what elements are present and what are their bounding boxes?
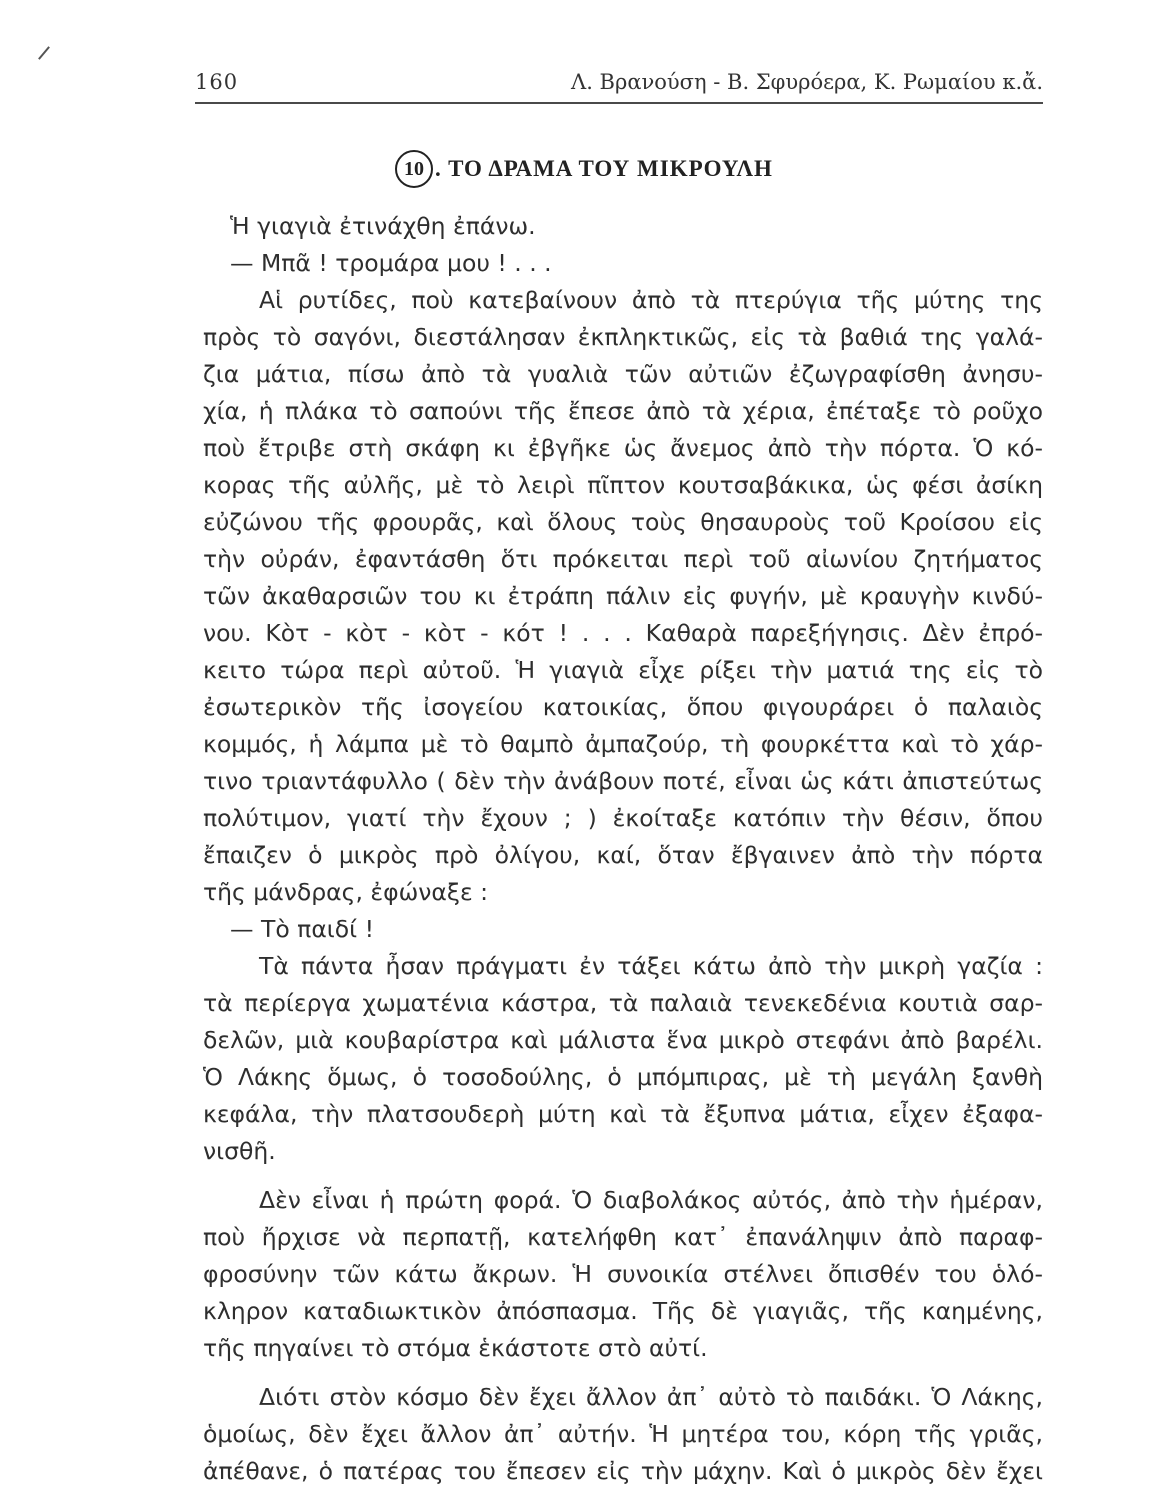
text-line: Ἡ γιαγιὰ ἐτινάχθη ἐπάνω. [230, 212, 536, 240]
text-line: πολύτιμον, γιατί τὴν ἔχουν ; ) ἐκοίταξε κατόπιν τὴν θέσιν, ὅπου [203, 804, 1043, 832]
text-line: τὴν οὐράν, ἐφαντάσθη ὅτι πρόκειται περὶ τοῦ αἰωνίου ζητήματος [203, 545, 1043, 573]
header-rule [195, 102, 1043, 104]
text-line: τῆς μάνδρας, ἐφώναξε : [203, 878, 489, 906]
text-line: ζια μάτια, πίσω ἀπὸ τὰ γυαλιὰ τῶν αὐτιῶν ἐζωγραφίσθη ἀνησυ- [203, 360, 1043, 388]
text-line: τῆς πηγαίνει τὸ στόμα ἑκάστοτε στὸ αὐτί. [203, 1334, 708, 1362]
chapter-title-text: . ΤΟ ΔΡΑΜΑ ΤΟΥ ΜΙΚΡΟΥΛΗ [435, 156, 773, 181]
text-line: Ὁ Λάκης ὅμως, ὁ τοσοδούλης, ὁ μπόμπιρας, μὲ τὴ μεγάλη ξανθὴ [203, 1063, 1043, 1091]
text-line: Τὰ πάντα ἦσαν πράγματι ἐν τάξει κάτω ἀπὸ τὴν μικρὴ γαζία : [259, 952, 1043, 980]
running-header [195, 62, 1043, 106]
text-line: Διότι στὸν κόσμο δὲν ἔχει ἄλλον ἀπ᾽ αὐτὸ τὸ παιδάκι. Ὁ Λάκης, [259, 1383, 1043, 1411]
text-line: εὐζώνου τῆς φρουρᾶς, καὶ ὅλους τοὺς θησαυροὺς τοῦ Κροίσου εἰς [203, 508, 1043, 536]
text-line: — Μπᾶ ! τρομάρα μου ! . . . [230, 249, 552, 277]
text-line: τινο τριαντάφυλλο ( δὲν τὴν ἀνάβουν ποτέ, εἶναι ὡς κάτι ἀπιστεύτως [203, 767, 1043, 795]
text-line: φροσύνην τῶν κάτω ἄκρων. Ἡ συνοικία στέλνει ὄπισθέν του ὁλό- [203, 1260, 1043, 1288]
text-line: ὁμοίως, δὲν ἔχει ἄλλον ἀπ᾽ αὐτήν. Ἡ μητέρα του, κόρη τῆς γριᾶς, [203, 1420, 1043, 1448]
text-line: νου. Κὸτ - κὸτ - κὸτ - κότ ! . . . Καθαρὰ παρεξήγησις. Δὲν ἐπρό- [203, 619, 1043, 647]
text-line: κεφάλα, τὴν πλατσουδερὴ μύτη καὶ τὰ ἔξυπνα μάτια, εἶχεν ἐξαφα- [203, 1100, 1043, 1128]
text-line: Δὲν εἶναι ἡ πρώτη φορά. Ὁ διαβολάκος αὐτός, ἀπὸ τὴν ἡμέραν, [259, 1186, 1043, 1214]
pencil-mark [38, 46, 50, 60]
text-line: κορας τῆς αὐλῆς, μὲ τὸ λειρὶ πῖπτον κουτσαβάκικα, ὡς φέσι ἀσίκη [203, 471, 1043, 499]
text-line: ἀπέθανε, ὁ πατέρας του ἔπεσεν εἰς τὴν μάχην. Καὶ ὁ μικρὸς δὲν ἔχει [203, 1457, 1043, 1485]
chapter-number-circled: 10 [395, 150, 433, 188]
text-line: κομμός, ἡ λάμπα μὲ τὸ θαμπὸ ἀμπαζούρ, τὴ φουρκέττα καὶ τὸ χάρ- [203, 730, 1043, 758]
text-line: Αἱ ρυτίδες, ποὺ κατεβαίνουν ἀπὸ τὰ πτερύγια τῆς μύτης της [259, 286, 1043, 314]
body-text [203, 208, 1043, 1490]
text-line: δελῶν, μιὰ κουβαρίστρα καὶ μάλιστα ἕνα μικρὸ στεφάνι ἀπὸ βαρέλι. [203, 1026, 1043, 1054]
text-line: — Τὸ παιδί ! [230, 915, 374, 943]
paragraph-gap [203, 1367, 1043, 1379]
text-line: χία, ἡ πλάκα τὸ σαπούνι τῆς ἔπεσε ἀπὸ τὰ χέρια, ἐπέταξε τὸ ροῦχο [203, 397, 1043, 425]
text-line: κληρον καταδιωκτικὸν ἀπόσπασμα. Τῆς δὲ γιαγιᾶς, τῆς καημένης, [203, 1297, 1043, 1325]
running-header-authors: Λ. Βρανούση - Β. Σφυρόερα, Κ. Ρωμαίου κ.ἄ. [571, 70, 1043, 94]
text-line: ἔπαιζεν ὁ μικρὸς πρὸ ὀλίγου, καί, ὅταν ἔβγαινεν ἀπὸ τὴν πόρτα [203, 841, 1043, 869]
chapter-title [395, 150, 773, 196]
text-line: κειτο τώρα περὶ αὐτοῦ. Ἡ γιαγιὰ εἶχε ρίξει τὴν ματιά της εἰς τὸ [203, 656, 1043, 684]
text-line: ποὺ ἔτριβε στὴ σκάφη κι ἐβγῆκε ὡς ἄνεμος ἀπὸ τὴν πόρτα. Ὁ κό- [203, 434, 1043, 462]
text-line: τῶν ἀκαθαρσιῶν του κι ἐτράπη πάλιν εἰς φυγήν, μὲ κραυγὴν κινδύ- [203, 582, 1043, 610]
paragraph-gap [203, 1170, 1043, 1182]
text-line: ἐσωτερικὸν τῆς ἰσογείου κατοικίας, ὅπου φιγουράρει ὁ παλαιὸς [203, 693, 1043, 721]
text-line: ποὺ ἤρχισε νὰ περπατῇ, κατελήφθη κατ᾽ ἐπανάληψιν ἀπὸ παραφ- [203, 1223, 1043, 1251]
text-line: πρὸς τὸ σαγόνι, διεστάλησαν ἐκπληκτικῶς, εἰς τὰ βαθιά της γαλά- [203, 323, 1043, 351]
text-line: νισθῆ. [203, 1137, 276, 1165]
page-number: 160 [195, 70, 239, 94]
text-line: τὰ περίεργα χωματένια κάστρα, τὰ παλαιὰ τενεκεδένια κουτιὰ σαρ- [203, 989, 1043, 1017]
